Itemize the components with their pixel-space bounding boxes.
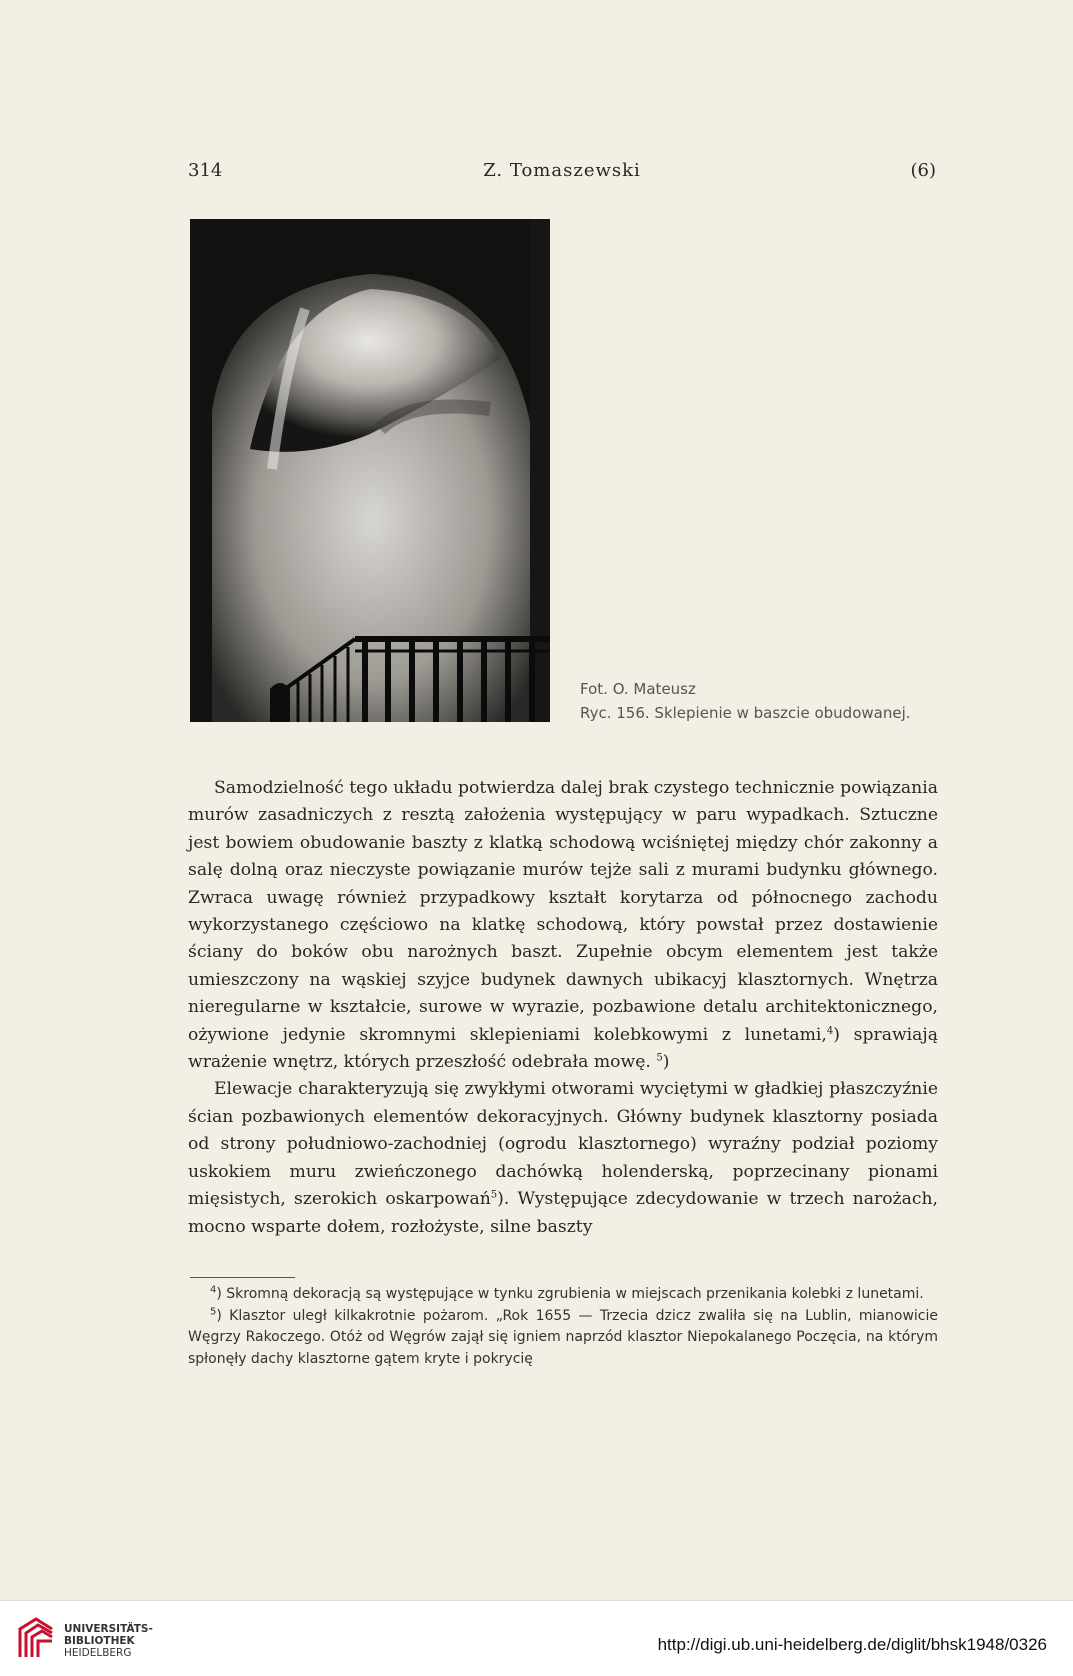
figure-caption-block [580, 677, 911, 725]
running-author: Z. Tomaszewski [483, 160, 641, 181]
footnote-rule [190, 1277, 295, 1278]
footnote-4: $^4$) Skromną dekoracją są występujące w tynku zgrubienia w miejscach przenikania kolebki z lunetami. [210, 1284, 924, 1302]
paragraph-2: Elewacje charakteryzują się zwykłymi otworami wyciętymi w gładkiej płaszczyźnie ścian pozbawionych elementów dekoracyjnych. Główny budynek klasztorny posiada od strony południowo-zachodniej (ogrodu klasztornego) wyraźny podział poziomy uskokiem muru zwieńczonego dachówką holenderską, poprzecinany pionami mięsistych, szerokich oskarpowań$^5$). Występujące zdecydowanie w trzech narożach, mocno wsparte dołem, rozłożyste, silne baszty [188, 1079, 938, 1237]
footnote-ref-4[interactable]: 4 [826, 1024, 834, 1036]
paragraph-1: Samodzielność tego układu potwierdza dalej brak czystego technicznie powiązania murów zasadniczych z resztą założenia występujący w paru wypadkach. Sztuczne jest bowiem obudowanie baszty z klatką schodową wciśniętej między chór zakonny a salę dolną oraz nieczyste powiązanie murów tejże sali z murami budynku głównego. Zwraca uwagę również przypadkowy kształt korytarza od północnego zachodu wykorzystanego częściowo na klatkę schodową, który powstał przez dostawienie ściany do boków obu narożnych baszt. Zupełnie obcym elementem jest także umieszczony na wąskiej szyjce budynek dawnych ubikacyj klasztornych. Wnętrza nieregularne w kształcie, surowe w wyrazie, pozbawione detalu architektonicznego, ożywione jedynie skromnymi sklepieniami kolebkowymi z lunetami,$^4$) sprawiają wrażenie wnętrz, których przeszłość odebrała mowę. $^5$) [188, 778, 938, 1073]
running-header [188, 160, 936, 190]
photo-credit: Fot. O. Mateusz [580, 680, 696, 698]
footnote-ref-5b[interactable]: 5 [490, 1189, 498, 1201]
vault-photograph [190, 219, 550, 722]
footnote-ref-5[interactable]: 5 [656, 1052, 663, 1064]
library-logo-icon [16, 1615, 56, 1661]
page-number: 314 [188, 160, 223, 181]
library-logo[interactable] [16, 1611, 176, 1667]
digital-copy-url[interactable]: http://digi.ub.uni-heidelberg.de/diglit/bhsk1948/0326 [657, 1635, 1047, 1654]
figure-caption: Ryc. 156. Sklepienie w baszcie obudowanej. [580, 704, 911, 722]
vault-photo-drawing [190, 219, 550, 722]
footnote-5: $^5$) Klasztor uległ kilkakrotnie pożarom. „Rok 1655 — Trzecia dzicz zwaliła się na Lublin, mianowicie Węgrzy Rakoczego. Otóż od Węgrów zajął się igniem naprzód klasztor Niepokalanego Poczęcia, na którym spłonęły dachy klasztorne gątem kryte i pokrycię [188, 1305, 938, 1367]
body-text [188, 775, 938, 1241]
section-number: (6) [910, 160, 936, 181]
library-name: UNIVERSITÄTS- BIBLIOTHEK HEIDELBERG [64, 1623, 153, 1659]
library-footer [0, 1600, 1073, 1676]
footnotes [188, 1284, 938, 1370]
